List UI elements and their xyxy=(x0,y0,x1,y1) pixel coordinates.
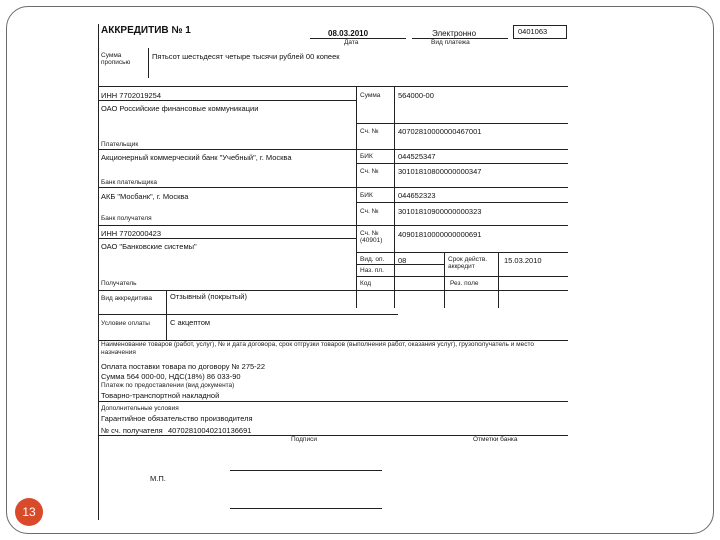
bank-marks-label: Отметки банка xyxy=(473,436,518,443)
sum-words: Пятьсот шестьдесят четыре тысячи рублей 00 копеек xyxy=(152,52,340,61)
payment-type-label: Вид платежа xyxy=(431,39,470,46)
valid-date: 15.03.2010 xyxy=(504,256,542,265)
payer-bik: 044525347 xyxy=(398,152,436,161)
goods-label: Наименование товаров (работ, услуг), № и дата договора, срок отгрузки товаров (выполнения работ, оказания услуг), грузополучатель и место назначения xyxy=(101,341,535,356)
code-label: Код xyxy=(360,280,372,287)
lc-kind: Отзывный (покрытый) xyxy=(170,292,247,301)
valid-col-divider xyxy=(444,252,445,308)
inn-line xyxy=(98,100,356,101)
row-line xyxy=(356,264,444,265)
payee-inn: ИНН 7702000423 xyxy=(101,229,162,238)
row-line xyxy=(98,149,568,150)
docs-label: Платеж по предоставлении (вид документа) xyxy=(101,382,235,389)
op-type: 08 xyxy=(398,256,407,265)
right-col-divider xyxy=(356,86,357,308)
payer-bank-label: Банк плательщика xyxy=(101,179,157,186)
inn-line xyxy=(98,238,356,239)
left-border xyxy=(98,24,99,520)
signature-line-1 xyxy=(230,470,382,471)
payee-corr: 30101810900000000323 xyxy=(398,207,482,216)
pay-terms: С акцептом xyxy=(170,318,211,327)
payee-name: ОАО "Банковские системы" xyxy=(101,242,197,251)
sum-words-divider xyxy=(148,48,149,78)
row-line xyxy=(98,401,568,402)
reserve-label: Рез. поле xyxy=(450,280,479,287)
form-code: 0401063 xyxy=(518,27,548,36)
row-line xyxy=(356,163,568,164)
doc-date: 08.03.2010 xyxy=(328,29,369,38)
row-line xyxy=(98,86,568,87)
valid-date-divider xyxy=(498,252,499,308)
payer-bank: Акционерный коммерческий банк "Учебный", г. Москва xyxy=(101,153,292,162)
row-line xyxy=(356,123,568,124)
payer-name: ОАО Российские финансовые коммуникации xyxy=(101,104,259,113)
doc-title: АККРЕДИТИВ № 1 xyxy=(101,25,191,36)
goods-line2: Сумма 564 000-00, НДС(18%) 86 033-90 xyxy=(101,372,241,381)
lc-kind-label: Вид аккредитива xyxy=(101,295,152,302)
terms-divider xyxy=(166,290,167,340)
payee-acc: 40901810000000000691 xyxy=(398,230,482,239)
extra-label: Дополнительные условия xyxy=(101,405,179,412)
stamp-label: М.П. xyxy=(150,474,166,483)
sum-label: Сумма xyxy=(360,92,381,99)
pay-terms-label: Условие оплаты xyxy=(101,320,150,327)
row-line xyxy=(356,202,568,203)
sum-words-label: Сумма прописью xyxy=(101,52,131,66)
payee-acc-label-2: № сч. получателя xyxy=(101,426,163,435)
payer-corr: 30101810800000000347 xyxy=(398,167,482,176)
signature-line-2 xyxy=(230,508,382,509)
signatures-label: Подписи xyxy=(291,436,317,443)
page-number-badge: 13 xyxy=(15,498,43,526)
letter-of-credit-form xyxy=(98,18,568,520)
payee-bik-label: БИК xyxy=(360,192,373,199)
row-line xyxy=(98,187,568,188)
date-label: Дата xyxy=(344,39,359,46)
purpose-label: Наз. пл. xyxy=(360,267,384,274)
payee-label: Получатель xyxy=(101,280,137,287)
payer-acc-label: Сч. № xyxy=(360,128,379,135)
op-type-label: Вид. оп. xyxy=(360,256,385,263)
label-col-divider xyxy=(394,86,395,308)
payee-acc-value-2: 40702810040210136691 xyxy=(168,426,252,435)
row-line xyxy=(356,276,568,277)
goods-line1: Оплата поставки товара по договору № 275-22 xyxy=(101,362,266,371)
payee-bik: 044652323 xyxy=(398,191,436,200)
docs-value: Товарно-транспортной накладной xyxy=(101,391,220,400)
payee-bank: АКБ "Мосбанк", г. Москва xyxy=(101,192,189,201)
payment-type: Электронно xyxy=(432,29,477,38)
extra-value: Гарантийное обязательство производителя xyxy=(101,414,253,423)
payer-acc: 40702810000000467001 xyxy=(398,127,482,136)
payer-label: Плательщик xyxy=(101,141,139,148)
row-line xyxy=(98,225,568,226)
row-line xyxy=(98,314,398,315)
payee-bank-label: Банк получателя xyxy=(101,215,152,222)
row-line xyxy=(98,290,568,291)
payer-inn: ИНН 7702019254 xyxy=(101,91,162,100)
payee-corr-label: Сч. № xyxy=(360,208,379,215)
valid-label: Срок действ. аккредит xyxy=(448,256,488,270)
payer-bik-label: БИК xyxy=(360,153,373,160)
payee-acc-label: Сч. № (40901) xyxy=(360,230,383,244)
row-line xyxy=(356,252,568,253)
payer-corr-label: Сч. № xyxy=(360,168,379,175)
sum-value: 564000-00 xyxy=(398,91,434,100)
